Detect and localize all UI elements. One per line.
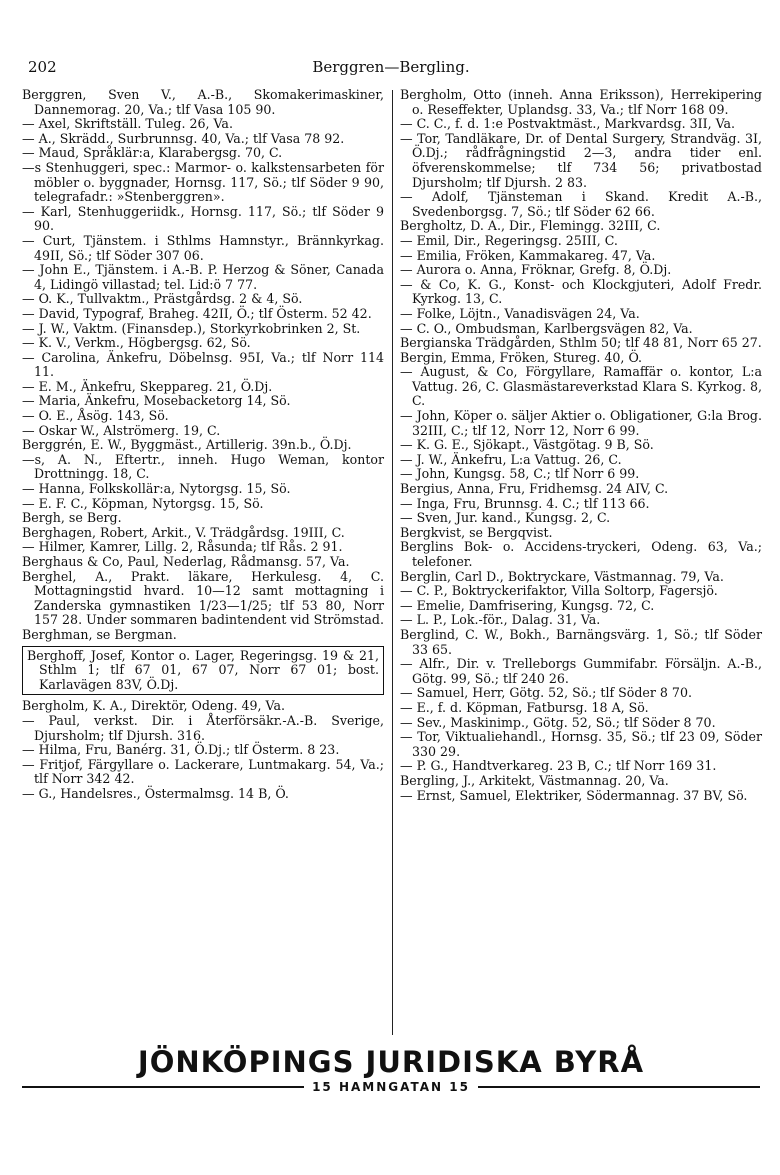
- directory-entry: Berghaus & Co, Paul, Nederlag, Rådmansg. 57, Va.: [22, 554, 350, 569]
- advert-rule-left: [22, 1086, 304, 1088]
- directory-entry: Bergius, Anna, Fru, Fridhemsg. 24 AIV, C.: [400, 481, 669, 497]
- running-head: Berggren—Bergling.: [312, 58, 470, 76]
- footer-advert: [22, 1046, 760, 1094]
- directory-entry: — J. W., Vaktm. (Finansdep.), Storkyrkobrinken 2, St.: [22, 320, 361, 336]
- directory-entry: — E. M., Änkefru, Skeppareg. 21, Ö.Dj.: [22, 378, 273, 394]
- directory-entry: — John E., Tjänstem. i A.-B. P. Herzog & Söner, Canada 4, Lidingö villastad; tel. Lid:ö 7 77.: [22, 262, 384, 292]
- directory-entry: Bergkvist, se Bergqvist.: [400, 524, 553, 540]
- directory-entry: — Paul, verkst. Dir. i Återförsäkr.-A.-B. Sverige, Djursholm; tlf Djursh. 316.: [22, 712, 384, 743]
- directory-entry: Berglins Bok- o. Accidens-tryckeri, Odeng. 63, Va.; telefoner.: [400, 539, 762, 569]
- directory-entry: — O. E., Åsög. 143, Sö.: [22, 408, 169, 424]
- directory-entry: — Carolina, Änkefru, Döbelnsg. 95I, Va.; tlf Norr 114 11.: [22, 349, 384, 380]
- directory-entry: — Maud, Språklär:a, Klarabergsg. 70, C.: [22, 145, 283, 161]
- directory-entry: Bergholm, Otto (inneh. Anna Eriksson), Herrekipering o. Reseffekter, Uplandsg. 33, Va.; tlf Norr 168 09.: [400, 87, 762, 117]
- directory-entry: —s, A. N., Eftertr., inneh. Hugo Weman, kontor Drottningg. 18, C.: [22, 451, 384, 482]
- directory-entry: — Samuel, Herr, Götg. 52, Sö.; tlf Söder 8 70.: [400, 685, 692, 701]
- column-divider: [392, 90, 393, 1035]
- directory-entry: Berghel, A., Prakt. läkare, Herkulesg. 4, C. Mottagningstid hvard. 10—12 samt mottagning i Zanderska gymnastiken 1/23—1/25; tlf 53 80, Norr 157 28. Under sommaren badintendent vid Strömstad.: [22, 568, 384, 628]
- directory-entry: — Fritjof, Färgyllare o. Lackerare, Luntmakarg. 54, Va.; tlf Norr 342 42.: [22, 756, 384, 787]
- directory-entry: — O. K., Tullvaktm., Prästgårdsg. 2 & 4, Sö.: [22, 291, 303, 307]
- page-header: [22, 58, 760, 84]
- directory-entry: — E. F. C., Köpman, Nytorgsg. 15, Sö.: [22, 495, 264, 511]
- directory-columns: [22, 88, 760, 1038]
- directory-entry: — Hilmer, Kamrer, Lillg. 2, Råsunda; tlf Rås. 2 91.: [22, 539, 343, 555]
- directory-entry: — & Co, K. G., Konst- och Klockgjuteri, Adolf Fredr. Kyrkog. 13, C.: [400, 276, 762, 307]
- directory-entry: — P. G., Handtverkareg. 23 B, C.; tlf Norr 169 31.: [400, 758, 717, 774]
- directory-entry: Bergling, J., Arkitekt, Västmannag. 20, Va.: [400, 772, 669, 788]
- directory-entry: — John, Kungsg. 58, C.; tlf Norr 6 99.: [400, 466, 640, 482]
- advert-title: JÖNKÖPINGS JURIDISKA BYRÅ: [137, 1045, 645, 1079]
- directory-entry: — Axel, Skriftställ. Tuleg. 26, Va.: [22, 116, 233, 132]
- right-column: [400, 88, 762, 803]
- directory-entry: Berggrén, E. W., Byggmäst., Artillerig. 39n.b., Ö.Dj.: [22, 437, 352, 453]
- directory-entry: — Emil, Dir., Regeringsg. 25III, C.: [400, 232, 618, 248]
- directory-entry: — Maria, Änkefru, Mosebacketorg 14, Sö.: [22, 393, 291, 409]
- directory-entry: — K. V., Verkm., Högbergsg. 62, Sö.: [22, 335, 251, 351]
- directory-entry: Bergholtz, D. A., Dir., Flemingg. 32III, C.: [400, 218, 661, 234]
- directory-entry: Berglind, C. W., Bokh., Barnängsvärg. 1, Sö.; tlf Söder 33 65.: [400, 626, 762, 657]
- advert-address-row: [22, 1080, 760, 1094]
- left-column: [22, 88, 384, 802]
- boxed-entry: Berghoff, Josef, Kontor o. Lager, Regeringsg. 19 & 21, Sthlm 1; tlf 67 01, 67 07, Norr 67 01; bost. Karlavägen 83V, Ö.Dj.: [27, 647, 379, 692]
- directory-entry: — Tor, Viktualiehandl., Hornsg. 35, Sö.; tlf 23 09, Söder 330 29.: [400, 729, 762, 759]
- directory-entry: — A., Skrädd., Surbrunnsg. 40, Va.; tlf Vasa 78 92.: [22, 130, 345, 146]
- directory-entry: — August, & Co, Förgyllare, Ramaffär o. kontor, L:a Vattug. 26, C. Glasmästareverkstad Klara S. Kyrkog. 8, C.: [400, 364, 762, 409]
- boxed-advert: [22, 646, 384, 696]
- right-entry-list: [400, 88, 762, 803]
- directory-entry: — J. W., Änkefru, L:a Vattug. 26, C.: [400, 451, 622, 467]
- left-entry-list: [22, 88, 384, 643]
- directory-page: [22, 58, 762, 1094]
- directory-entry: — Emilia, Fröken, Kammakareg. 47, Va.: [400, 247, 656, 263]
- directory-entry: — E., f. d. Köpman, Fatbursg. 18 A, Sö.: [400, 699, 649, 715]
- directory-entry: — Inga, Fru, Brunnsg. 4. C.; tlf 113 66.: [400, 495, 650, 511]
- directory-entry: — John, Köper o. säljer Aktier o. Obligationer, G:la Brog. 32III, C.; tlf 12, Norr 12, Norr 6 99.: [400, 408, 762, 438]
- directory-entry: — Karl, Stenhuggeriidk., Hornsg. 117, Sö.; tlf Söder 9 90.: [22, 203, 384, 234]
- directory-entry: — Alfr., Dir. v. Trelleborgs Gummifabr. Försäljn. A.-B., Götg. 99, Sö.; tlf 240 26.: [400, 656, 762, 686]
- directory-entry: Berglin, Carl D., Boktryckare, Västmannag. 79, Va.: [400, 568, 724, 584]
- directory-entry: — Sev., Maskinimp., Götg. 52, Sö.; tlf Söder 8 70.: [400, 714, 716, 730]
- directory-entry: — Aurora o. Anna, Fröknar, Grefg. 8, Ö.Dj.: [400, 262, 672, 278]
- directory-entry: — Ernst, Samuel, Elektriker, Södermannag. 37 BV, Sö.: [400, 787, 748, 803]
- directory-entry: Berggren, Sven V., A.-B., Skomakerimaskiner, Dannemorag. 20, Va.; tlf Vasa 105 90.: [22, 87, 384, 117]
- directory-entry: Bergianska Trädgården, Sthlm 50; tlf 48 81, Norr 65 27.: [400, 335, 762, 351]
- directory-entry: — Hilma, Fru, Banérg. 31, Ö.Dj.; tlf Österm. 8 23.: [22, 742, 340, 758]
- directory-entry: — Curt, Tjänstem. i Sthlms Hamnstyr., Brännkyrkag. 49II, Sö.; tlf Söder 307 06.: [22, 232, 384, 263]
- advert-rule-right: [478, 1086, 760, 1088]
- directory-entry: — C. P., Boktryckerifaktor, Villa Soltorp, Fagersjö.: [400, 583, 718, 599]
- directory-entry: — David, Typograf, Braheg. 42II, Ö.; tlf Österm. 52 42.: [22, 305, 372, 321]
- directory-entry: — Oskar W., Alströmerg. 19, C.: [22, 422, 221, 438]
- directory-entry: — L. P., Lok.-för., Dalag. 31, Va.: [400, 612, 601, 628]
- directory-entry: Bergholm, K. A., Direktör, Odeng. 49, Va.: [22, 698, 285, 714]
- directory-entry: — C. O., Ombudsman, Karlbergsvägen 82, Va.: [400, 320, 693, 336]
- directory-entry: — Tor, Tandläkare, Dr. of Dental Surgery, Strandväg. 3I, Ö.Dj.; rådfrågningstid 2—3, andra tider enl. öfverenskommelse; tlf 734 56; privatbostad Djursholm; tlf Djursh. 2 83.: [400, 130, 762, 190]
- directory-entry: — Folke, Löjtn., Vanadisvägen 24, Va.: [400, 305, 640, 321]
- directory-entry: — C. C., f. d. 1:e Postvaktmäst., Markvardsg. 3II, Va.: [400, 116, 736, 132]
- page-number: 202: [28, 58, 57, 76]
- directory-entry: — Emelie, Damfrisering, Kungsg. 72, C.: [400, 597, 655, 613]
- directory-entry: Berghman, se Bergman.: [22, 626, 177, 642]
- directory-entry: Berghagen, Robert, Arkit., V. Trädgårdsg. 19III, C.: [22, 524, 345, 540]
- directory-entry: — Hanna, Folkskollär:a, Nytorgsg. 15, Sö.: [22, 481, 291, 497]
- directory-entry: Bergin, Emma, Fröken, Stureg. 40, Ö.: [400, 349, 643, 365]
- directory-entry: Bergh, se Berg.: [22, 510, 122, 526]
- directory-entry: — G., Handelsres., Östermalmsg. 14 B, Ö.: [22, 785, 289, 801]
- directory-entry: — K. G. E., Sjökapt., Västgötag. 9 B, Sö.: [400, 437, 654, 453]
- directory-entry: —s Stenhuggeri, spec.: Marmor- o. kalkstensarbeten för möbler o. byggnader, Hornsg. 117, Sö.; tlf Söder 9 90, telegrafadr.: »Stenberggren».: [22, 159, 384, 205]
- left-entry-list-after: [22, 699, 384, 801]
- directory-entry: — Sven, Jur. kand., Kungsg. 2, C.: [400, 510, 611, 526]
- advert-address: 15 HAMNGATAN 15: [312, 1080, 470, 1094]
- directory-entry: — Adolf, Tjänsteman i Skand. Kredit A.-B., Svedenborgsg. 7, Sö.; tlf Söder 62 66.: [400, 189, 762, 219]
